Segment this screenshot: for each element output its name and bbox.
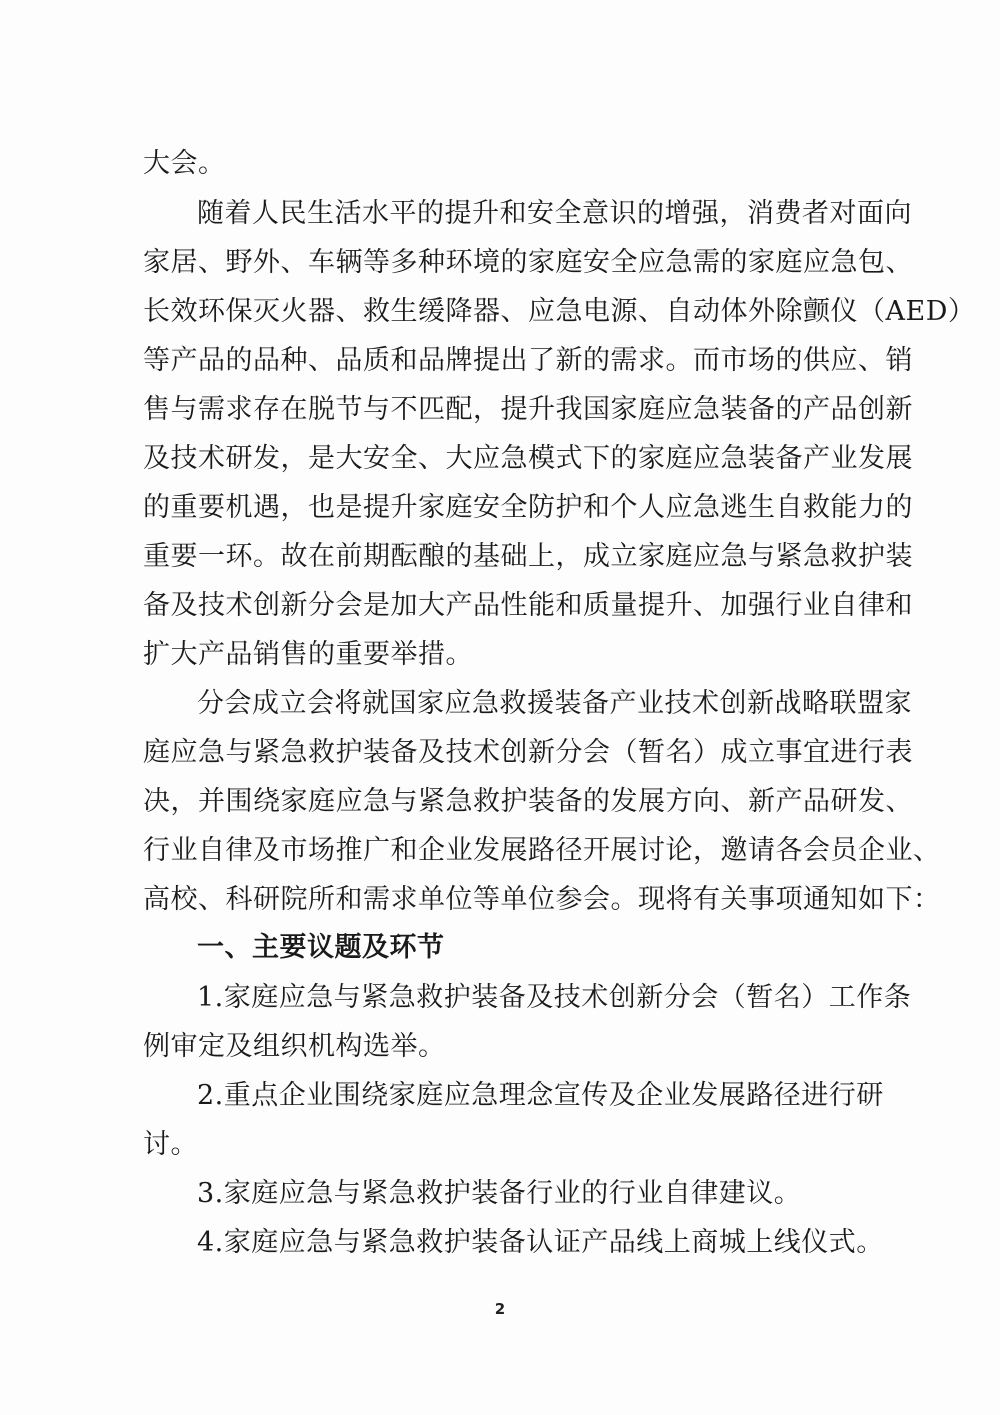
agenda-item-2: 2.重点企业围绕家庭应急理念宣传及企业发展路径进行研 [197, 1080, 884, 1111]
text-line-7: 及技术研发，是大安全、大应急模式下的家庭应急装备产业发展 [143, 443, 913, 474]
text-line-16: 高校、科研院所和需求单位等单位参会。现将有关事项通知如下： [143, 884, 941, 915]
text-line-2: 随着人民生活水平的提升和安全意识的增强，消费者对面向 [197, 198, 912, 229]
section-heading: 一、主要议题及环节 [197, 932, 445, 963]
agenda-item-2-cont: 讨。 [143, 1129, 198, 1160]
agenda-item-1-cont: 例审定及组织机构选举。 [143, 1031, 446, 1062]
agenda-item-4: 4.家庭应急与紧急救护装备认证产品线上商城上线仪式。 [197, 1227, 884, 1258]
text-line-15: 行业自律及市场推广和企业发展路径开展讨论，邀请各会员企业、 [143, 835, 941, 866]
text-line-8: 的重要机遇，也是提升家庭安全防护和个人应急逃生自救能力的 [143, 492, 913, 523]
text-line-10: 备及技术创新分会是加大产品性能和质量提升、加强行业自律和 [143, 590, 913, 621]
agenda-item-1: 1.家庭应急与紧急救护装备及技术创新分会（暂名）工作条 [197, 982, 912, 1013]
text-line-3: 家居、野外、车辆等多种环境的家庭安全应急需的家庭应急包、 [143, 247, 913, 278]
text-line-11: 扩大产品销售的重要举措。 [143, 639, 473, 670]
text-line-5: 等产品的品种、品质和品牌提出了新的需求。而市场的供应、销 [143, 345, 913, 376]
page-number: 2 [494, 1300, 506, 1318]
text-line-13: 庭应急与紧急救护装备及技术创新分会（暂名）成立事宜进行表 [143, 737, 913, 768]
agenda-item-3: 3.家庭应急与紧急救护装备行业的行业自律建议。 [197, 1178, 802, 1209]
text-line-1: 大会。 [143, 148, 226, 179]
text-line-6: 售与需求存在脱节与不匹配，提升我国家庭应急装备的产品创新 [143, 394, 913, 425]
text-line-4: 长效环保灭火器、救生缓降器、应急电源、自动体外除颤仪（AED） [143, 296, 976, 327]
text-line-14: 决，并围绕家庭应急与紧急救护装备的发展方向、新产品研发、 [143, 786, 913, 817]
text-line-9: 重要一环。故在前期酝酿的基础上，成立家庭应急与紧急救护装 [143, 541, 913, 572]
text-line-12: 分会成立会将就国家应急救援装备产业技术创新战略联盟家 [197, 688, 912, 719]
